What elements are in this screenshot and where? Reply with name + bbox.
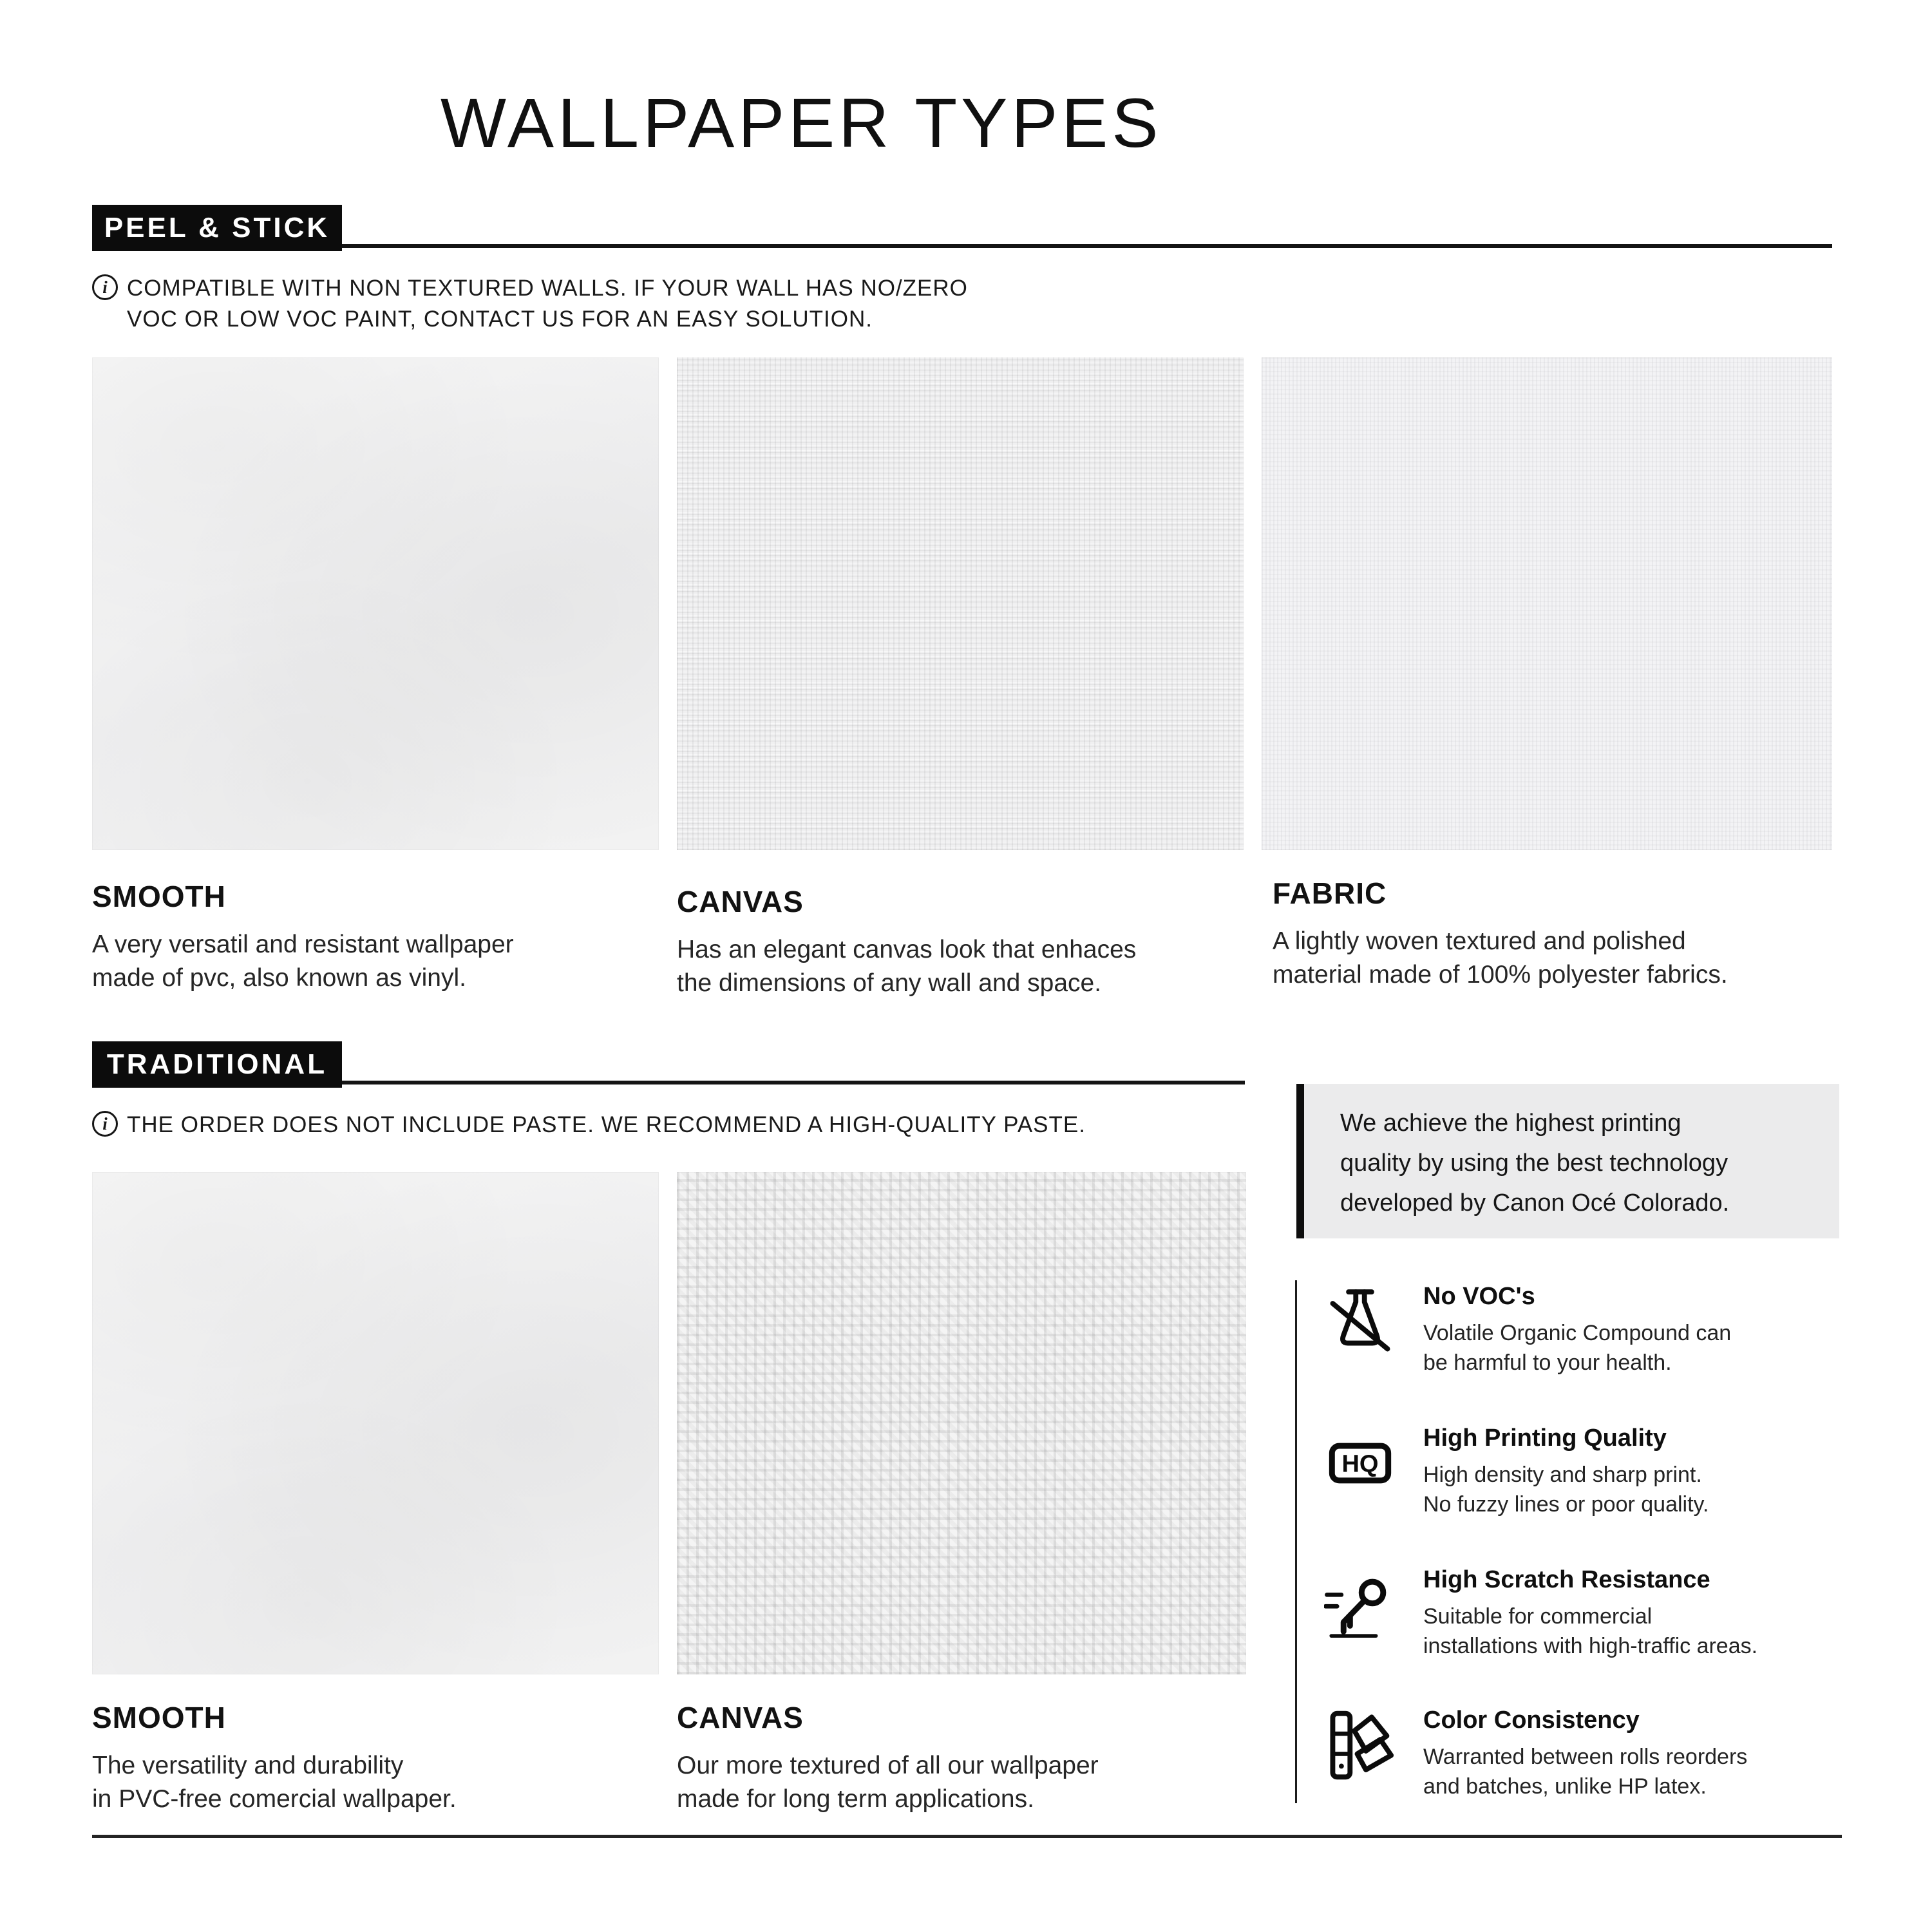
note-line: THE ORDER DOES NOT INCLUDE PASTE. WE RECOMMEND A HIGH-QUALITY PASTE. <box>127 1112 1086 1137</box>
feature-text <box>1423 1425 1709 1519</box>
note-line: VOC OR LOW VOC PAINT, CONTACT US FOR AN EASY SOLUTION. <box>127 307 873 332</box>
scratch-resistant-key-icon <box>1321 1566 1399 1643</box>
feature-desc: High density and sharp print. No fuzzy lines or poor quality. <box>1423 1463 1709 1517</box>
feature-title: Color Consistency <box>1423 1707 1640 1734</box>
feature-desc: Warranted between rolls reorders and batches, unlike HP latex. <box>1423 1745 1748 1799</box>
caption-traditional-smooth <box>92 1700 457 1816</box>
feature-text <box>1423 1566 1757 1661</box>
caption-title: FABRIC <box>1273 876 1387 910</box>
callout-line: developed by Canon Océ Colorado. <box>1340 1189 1730 1217</box>
traditional-note-text <box>127 1110 1086 1141</box>
info-icon: i <box>92 1111 118 1137</box>
feature-text <box>1423 1707 1747 1801</box>
swatch-peel-canvas <box>677 357 1244 850</box>
swatch-traditional-smooth <box>92 1172 659 1674</box>
feature-high-scratch-resistance <box>1321 1566 1875 1661</box>
swatch-peel-smooth <box>92 357 659 850</box>
caption-peel-smooth <box>92 879 514 995</box>
peel-stick-label-text: PEEL & STICK <box>104 212 330 243</box>
feature-title: High Printing Quality <box>1423 1425 1667 1452</box>
printing-quality-callout <box>1296 1084 1839 1238</box>
swatch-peel-fabric <box>1262 357 1832 850</box>
caption-desc: Our more textured of all our wallpaper made for long term applications. <box>677 1752 1099 1813</box>
feature-desc: Suitable for commercial installations with high-traffic areas. <box>1423 1604 1758 1658</box>
traditional-rule <box>341 1081 1245 1084</box>
color-swatchbook-icon <box>1321 1707 1399 1784</box>
caption-traditional-canvas <box>677 1700 1099 1816</box>
callout-line: quality by using the best technology <box>1340 1150 1728 1177</box>
bottom-divider-line <box>92 1835 1842 1838</box>
traditional-label-text: TRADITIONAL <box>106 1048 328 1080</box>
caption-desc: A lightly woven textured and polished material made of 100% polyester fabrics. <box>1273 927 1728 989</box>
feature-text <box>1423 1283 1731 1378</box>
feature-title: No VOC's <box>1423 1283 1535 1310</box>
caption-peel-canvas <box>677 884 1136 1000</box>
feature-color-consistency <box>1321 1707 1875 1801</box>
feature-desc: Volatile Organic Compound can be harmful to your health. <box>1423 1321 1732 1375</box>
swatch-traditional-canvas <box>677 1172 1246 1674</box>
feature-no-voc <box>1321 1283 1875 1378</box>
hq-badge-icon <box>1321 1425 1399 1502</box>
peel-stick-note-text <box>127 273 968 335</box>
caption-desc: The versatility and durability in PVC-free comercial wallpaper. <box>92 1752 457 1813</box>
caption-desc: Has an elegant canvas look that enhaces the dimensions of any wall and space. <box>677 936 1137 997</box>
callout-line: We achieve the highest printing <box>1340 1110 1681 1137</box>
feature-high-printing-quality <box>1321 1425 1875 1519</box>
traditional-section-label <box>92 1041 342 1088</box>
peel-stick-rule <box>341 244 1832 248</box>
caption-title: SMOOTH <box>92 1701 226 1734</box>
peel-stick-section-label <box>92 205 342 251</box>
page-title: WALLPAPER TYPES <box>440 84 1162 162</box>
caption-desc: A very versatil and resistant wallpaper made of pvc, also known as vinyl. <box>92 931 514 992</box>
traditional-note <box>92 1110 1086 1141</box>
features-divider-line <box>1295 1280 1297 1803</box>
caption-title: CANVAS <box>677 1701 804 1734</box>
peel-stick-note <box>92 273 968 335</box>
caption-title: SMOOTH <box>92 880 226 913</box>
info-icon: i <box>92 274 118 300</box>
svg-text:HQ: HQ <box>1341 1450 1379 1478</box>
caption-title: CANVAS <box>677 885 804 918</box>
no-voc-flask-icon <box>1321 1283 1399 1360</box>
caption-peel-fabric <box>1273 876 1728 992</box>
feature-title: High Scratch Resistance <box>1423 1566 1710 1593</box>
note-line: COMPATIBLE WITH NON TEXTURED WALLS. IF YOUR WALL HAS NO/ZERO <box>127 276 968 301</box>
